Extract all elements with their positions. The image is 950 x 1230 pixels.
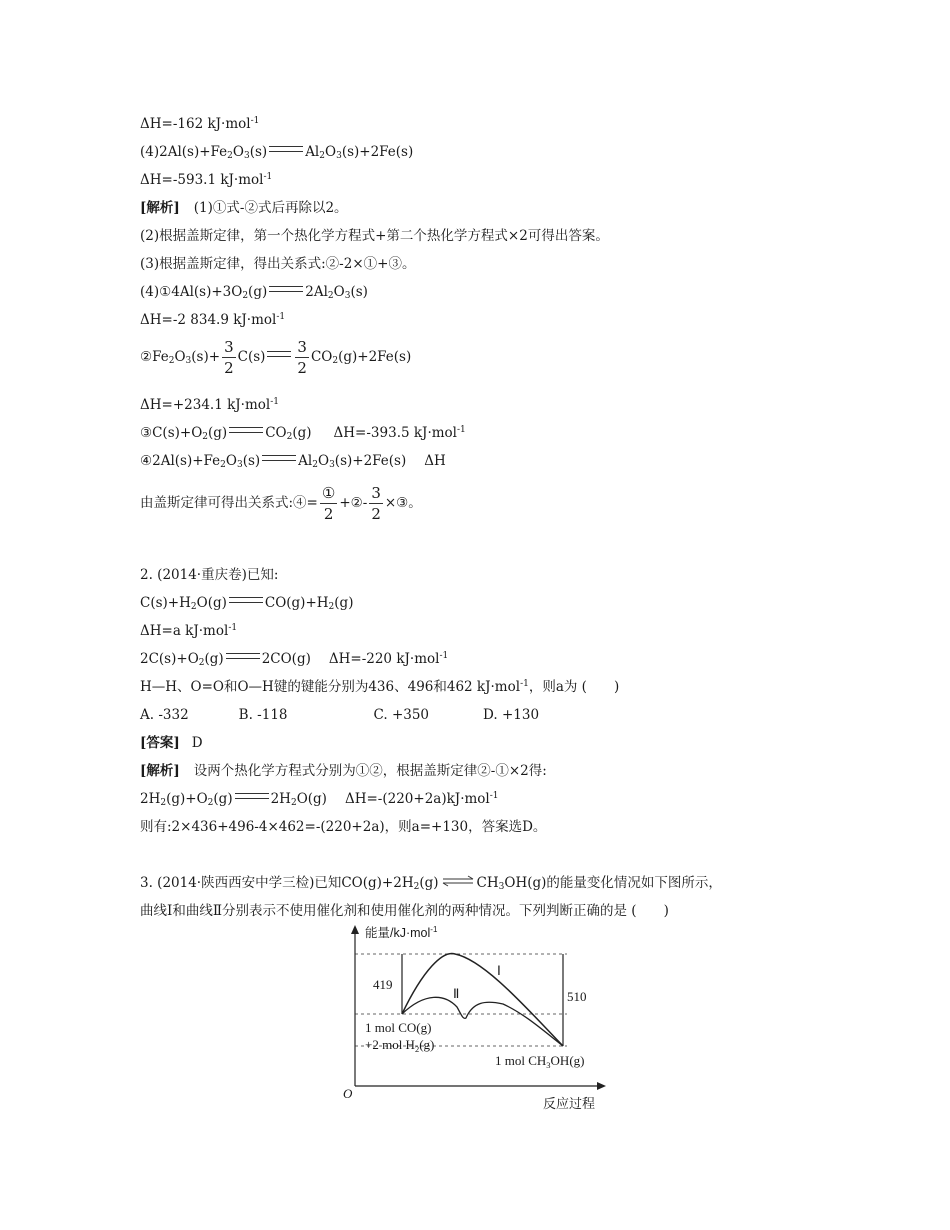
equals-sign — [229, 427, 263, 433]
option-c: C. +350 — [373, 707, 430, 723]
fraction: $\frac{3}{2}$ — [224, 338, 234, 377]
text-line: H—H、O=O和O—H键的键能分别为436、496和462 kJ·mol$^{-1}$，则a为 ( ) — [140, 679, 620, 695]
label-419: 419 — [373, 977, 393, 992]
y-axis-label: 能量/kJ·mol$^{-1}$ — [365, 925, 438, 940]
y-axis-arrow-icon — [351, 925, 359, 934]
question-title: 2. (2014·重庆卷)已知: — [140, 567, 279, 583]
text-line: [解析] (1)①式-②式后再除以2。 — [140, 200, 348, 216]
fraction: $\frac{3}{2}$ — [371, 484, 381, 523]
text-line: ΔH=-593.1 kJ·mol$^{-1}$ — [140, 172, 273, 188]
equals-sign — [269, 286, 303, 292]
text-line: $(4)①4Al(s)+3O_2(g)$ $2Al_2O_3(s)$ — [140, 284, 368, 301]
reactant-label-2: +2 mol $H_2(g)$ — [365, 1037, 435, 1054]
x-axis-label: 反应过程 — [543, 1096, 596, 1111]
text-line: 曲线Ⅰ和曲线Ⅱ分别表示不使用催化剂和使用催化剂的两种情况。下列判断正确的是 ( ) — [140, 903, 669, 919]
energy-diagram — [335, 922, 615, 1112]
text-line: $C(s)+H_2O(g)$ $CO(g)+H_2(g)$ — [140, 595, 354, 612]
equals-sign — [267, 351, 291, 357]
text-line: (2)根据盖斯定律，第一个热化学方程式+第二个热化学方程式×2可得出答案。 — [140, 228, 609, 244]
text-line: [解析] 设两个热化学方程式分别为①②，根据盖斯定律②-①×2得: — [140, 763, 547, 779]
text-line: 由盖斯定律可得出关系式:④= $\frac{\text{①}}{2}$ +②- $\frac{3}{2}$ ×③。 — [140, 484, 422, 523]
options-row — [140, 706, 539, 724]
text-line: ΔH=-162 kJ·mol$^{-1}$ — [140, 116, 260, 132]
origin-label: O — [343, 1086, 353, 1101]
question-title: 3. (2014·陕西西安中学三检)已知$CO(g)+2H_2(g)$ $CH_3OH(g)$的能量变化情况如下图所示， — [140, 875, 722, 892]
text-line: $④2Al(s)+Fe_2O_3(s)$ $Al_2O_3(s)+2Fe(s)$ ΔH — [140, 453, 446, 470]
equals-sign — [226, 653, 260, 659]
text-line: $2C(s)+O_2(g)$ 2CO(g) ΔH=-220 kJ·mol$^{-1}$ — [140, 651, 449, 668]
option-b: B. -118 — [238, 707, 288, 723]
text-line: $2H_2(g)+O_2(g)$ $2H_2O(g)$ ΔH=-(220+2a)kJ·mol$^{-1}$ — [140, 791, 499, 808]
product-label: 1 mol $CH_3OH(g)$ — [495, 1053, 585, 1070]
text-line: ΔH=a kJ·mol$^{-1}$ — [140, 623, 238, 639]
label-510: 510 — [567, 989, 587, 1004]
text-line: $③C(s)+O_2(g)$ $CO_2(g)$ ΔH=-393.5 kJ·mol$^{-1}$ — [140, 425, 466, 442]
fraction: $\frac{3}{2}$ — [297, 338, 307, 377]
text-line: (3)根据盖斯定律，得出关系式:②-2×①+③。 — [140, 256, 416, 272]
x-axis-arrow-icon — [597, 1082, 606, 1090]
option-d: D. +130 — [483, 707, 540, 723]
text-line: ΔH=-2 834.9 kJ·mol$^{-1}$ — [140, 312, 286, 328]
curve-ii-label: Ⅱ — [453, 986, 460, 1001]
text-line: $(4)2Al(s)+Fe_2O_3(s)$ $Al_2O_3(s)+2Fe(s)$ — [140, 144, 414, 161]
curve-i-label: Ⅰ — [497, 963, 501, 978]
equals-sign — [269, 146, 303, 152]
text-line: 则有:2×436+496-4×462=-(220+2a)，则a=+130，答案选D。 — [140, 819, 547, 835]
equals-sign — [235, 793, 269, 799]
text-line: $②Fe_2O_3(s)+$ $\frac{3}{2}$ C(s) $\frac{3}{2}$ $CO_2(g)+2Fe(s)$ — [140, 338, 412, 377]
equals-sign — [262, 455, 296, 461]
equals-sign — [229, 597, 263, 603]
answer-line: [答案] D — [140, 735, 203, 751]
reactant-label: 1 mol CO(g) — [365, 1020, 432, 1035]
option-a: A. -332 — [140, 707, 189, 723]
fraction: $\frac{\text{①}}{2}$ — [321, 484, 336, 523]
text-line: ΔH=+234.1 kJ·mol$^{-1}$ — [140, 397, 279, 413]
equilibrium-arrow-icon — [441, 875, 475, 887]
